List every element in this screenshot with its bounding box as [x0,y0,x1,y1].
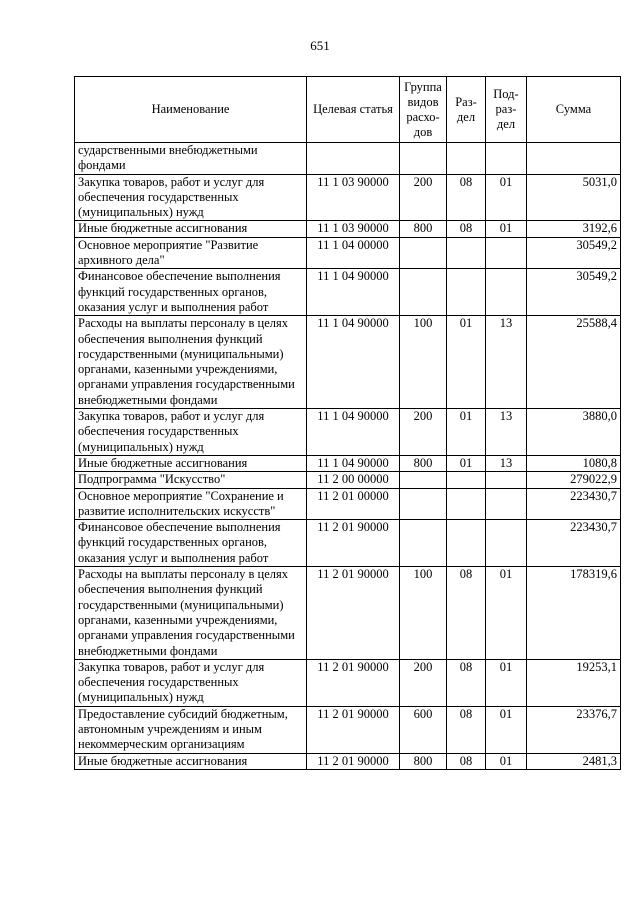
cell-subsection [486,472,527,488]
cell-section [447,520,486,567]
cell-expense-group: 200 [400,659,447,706]
cell-expense-group: 600 [400,706,447,753]
cell-expense-group [400,520,447,567]
cell-section [447,143,486,175]
cell-expense-group: 100 [400,316,447,409]
cell-target-article: 11 1 04 90000 [307,269,400,316]
table-row [75,143,621,175]
cell-expense-group [400,269,447,316]
cell-expense-group [400,143,447,175]
cell-section: 08 [447,706,486,753]
cell-name: сударственными внебюджетными фондами [75,143,307,175]
cell-target-article: 11 1 03 90000 [307,174,400,221]
cell-subsection: 13 [486,316,527,409]
cell-name: Иные бюджетные ассигнования [75,455,307,471]
page-number: 651 [310,38,330,53]
cell-subsection: 01 [486,174,527,221]
table-row [75,269,621,316]
cell-sum: 178319,6 [527,567,621,660]
table-row [75,455,621,471]
table-row [75,237,621,269]
cell-sum: 25588,4 [527,316,621,409]
cell-section: 08 [447,174,486,221]
cell-name: Основное мероприятие "Развитие архивного дела" [75,237,307,269]
cell-subsection: 01 [486,753,527,769]
table-row [75,488,621,520]
cell-section: 08 [447,753,486,769]
table-row [75,409,621,456]
cell-subsection: 13 [486,455,527,471]
cell-section: 01 [447,409,486,456]
table-row [75,221,621,237]
cell-target-article [307,143,400,175]
cell-sum [527,143,621,175]
cell-name: Расходы на выплаты персоналу в целях обеспечения выполнения функций государственными (муниципальными) органами, казенными учреждениями, органами управления государственными внебюджетными фондами [75,316,307,409]
table-row [75,520,621,567]
cell-sum: 30549,2 [527,269,621,316]
header-target-article: Целевая статья [307,77,400,143]
cell-name: Закупка товаров, работ и услуг для обеспечения государственных (муниципальных) нужд [75,659,307,706]
cell-name: Финансовое обеспечение выполнения функций государственных органов, оказания услуг и выполнения работ [75,520,307,567]
cell-expense-group: 800 [400,455,447,471]
cell-name: Иные бюджетные ассигнования [75,221,307,237]
cell-target-article: 11 1 04 00000 [307,237,400,269]
cell-subsection: 13 [486,409,527,456]
cell-expense-group: 200 [400,409,447,456]
cell-name: Финансовое обеспечение выполнения функций государственных органов, оказания услуг и выполнения работ [75,269,307,316]
cell-name: Закупка товаров, работ и услуг для обеспечения государственных (муниципальных) нужд [75,174,307,221]
header-subsection: Под-раз-дел [486,77,527,143]
cell-section: 01 [447,316,486,409]
cell-sum: 1080,8 [527,455,621,471]
cell-name: Предоставление субсидий бюджетным, автономным учреждениям и иным некоммерческим организациям [75,706,307,753]
cell-target-article: 11 1 03 90000 [307,221,400,237]
cell-sum: 30549,2 [527,237,621,269]
cell-sum: 223430,7 [527,520,621,567]
cell-subsection: 01 [486,659,527,706]
cell-subsection [486,237,527,269]
cell-name: Основное мероприятие "Сохранение и развитие исполнительских искусств" [75,488,307,520]
cell-section [447,472,486,488]
cell-sum: 3880,0 [527,409,621,456]
cell-name: Иные бюджетные ассигнования [75,753,307,769]
cell-section: 08 [447,221,486,237]
cell-target-article: 11 2 01 90000 [307,520,400,567]
cell-target-article: 11 1 04 90000 [307,409,400,456]
table-row [75,472,621,488]
header-section: Раз-дел [447,77,486,143]
cell-expense-group: 200 [400,174,447,221]
cell-expense-group [400,237,447,269]
cell-section: 01 [447,455,486,471]
cell-subsection [486,269,527,316]
table-row [75,174,621,221]
header-expense-group: Группа видов расхо-дов [400,77,447,143]
cell-sum: 2481,3 [527,753,621,769]
cell-target-article: 11 2 01 90000 [307,753,400,769]
cell-target-article: 11 2 01 90000 [307,706,400,753]
cell-sum: 223430,7 [527,488,621,520]
table-row [75,316,621,409]
cell-expense-group: 100 [400,567,447,660]
cell-subsection: 01 [486,567,527,660]
cell-sum: 19253,1 [527,659,621,706]
cell-expense-group: 800 [400,221,447,237]
cell-expense-group: 800 [400,753,447,769]
table-row [75,753,621,769]
cell-subsection [486,143,527,175]
table-row [75,659,621,706]
cell-section [447,269,486,316]
cell-target-article: 11 2 01 90000 [307,659,400,706]
cell-subsection: 01 [486,706,527,753]
cell-section: 08 [447,659,486,706]
budget-table [74,76,621,770]
cell-sum: 5031,0 [527,174,621,221]
cell-section: 08 [447,567,486,660]
cell-section [447,488,486,520]
header-sum: Сумма [527,77,621,143]
cell-subsection: 01 [486,221,527,237]
table-row [75,567,621,660]
cell-target-article: 11 2 01 90000 [307,567,400,660]
cell-target-article: 11 1 04 90000 [307,455,400,471]
cell-name: Расходы на выплаты персоналу в целях обеспечения выполнения функций государственными (муниципальными) органами, казенными учреждениями, органами управления государственными внебюджетными фондами [75,567,307,660]
cell-section [447,237,486,269]
cell-target-article: 11 2 01 00000 [307,488,400,520]
header-name: Наименование [75,77,307,143]
cell-subsection [486,488,527,520]
cell-subsection [486,520,527,567]
cell-name: Подпрограмма "Искусство" [75,472,307,488]
cell-expense-group [400,488,447,520]
cell-name: Закупка товаров, работ и услуг для обеспечения государственных (муниципальных) нужд [75,409,307,456]
cell-target-article: 11 1 04 90000 [307,316,400,409]
cell-sum: 23376,7 [527,706,621,753]
cell-target-article: 11 2 00 00000 [307,472,400,488]
table-header-row [75,77,621,143]
cell-expense-group [400,472,447,488]
cell-sum: 279022,9 [527,472,621,488]
table-row [75,706,621,753]
cell-sum: 3192,6 [527,221,621,237]
